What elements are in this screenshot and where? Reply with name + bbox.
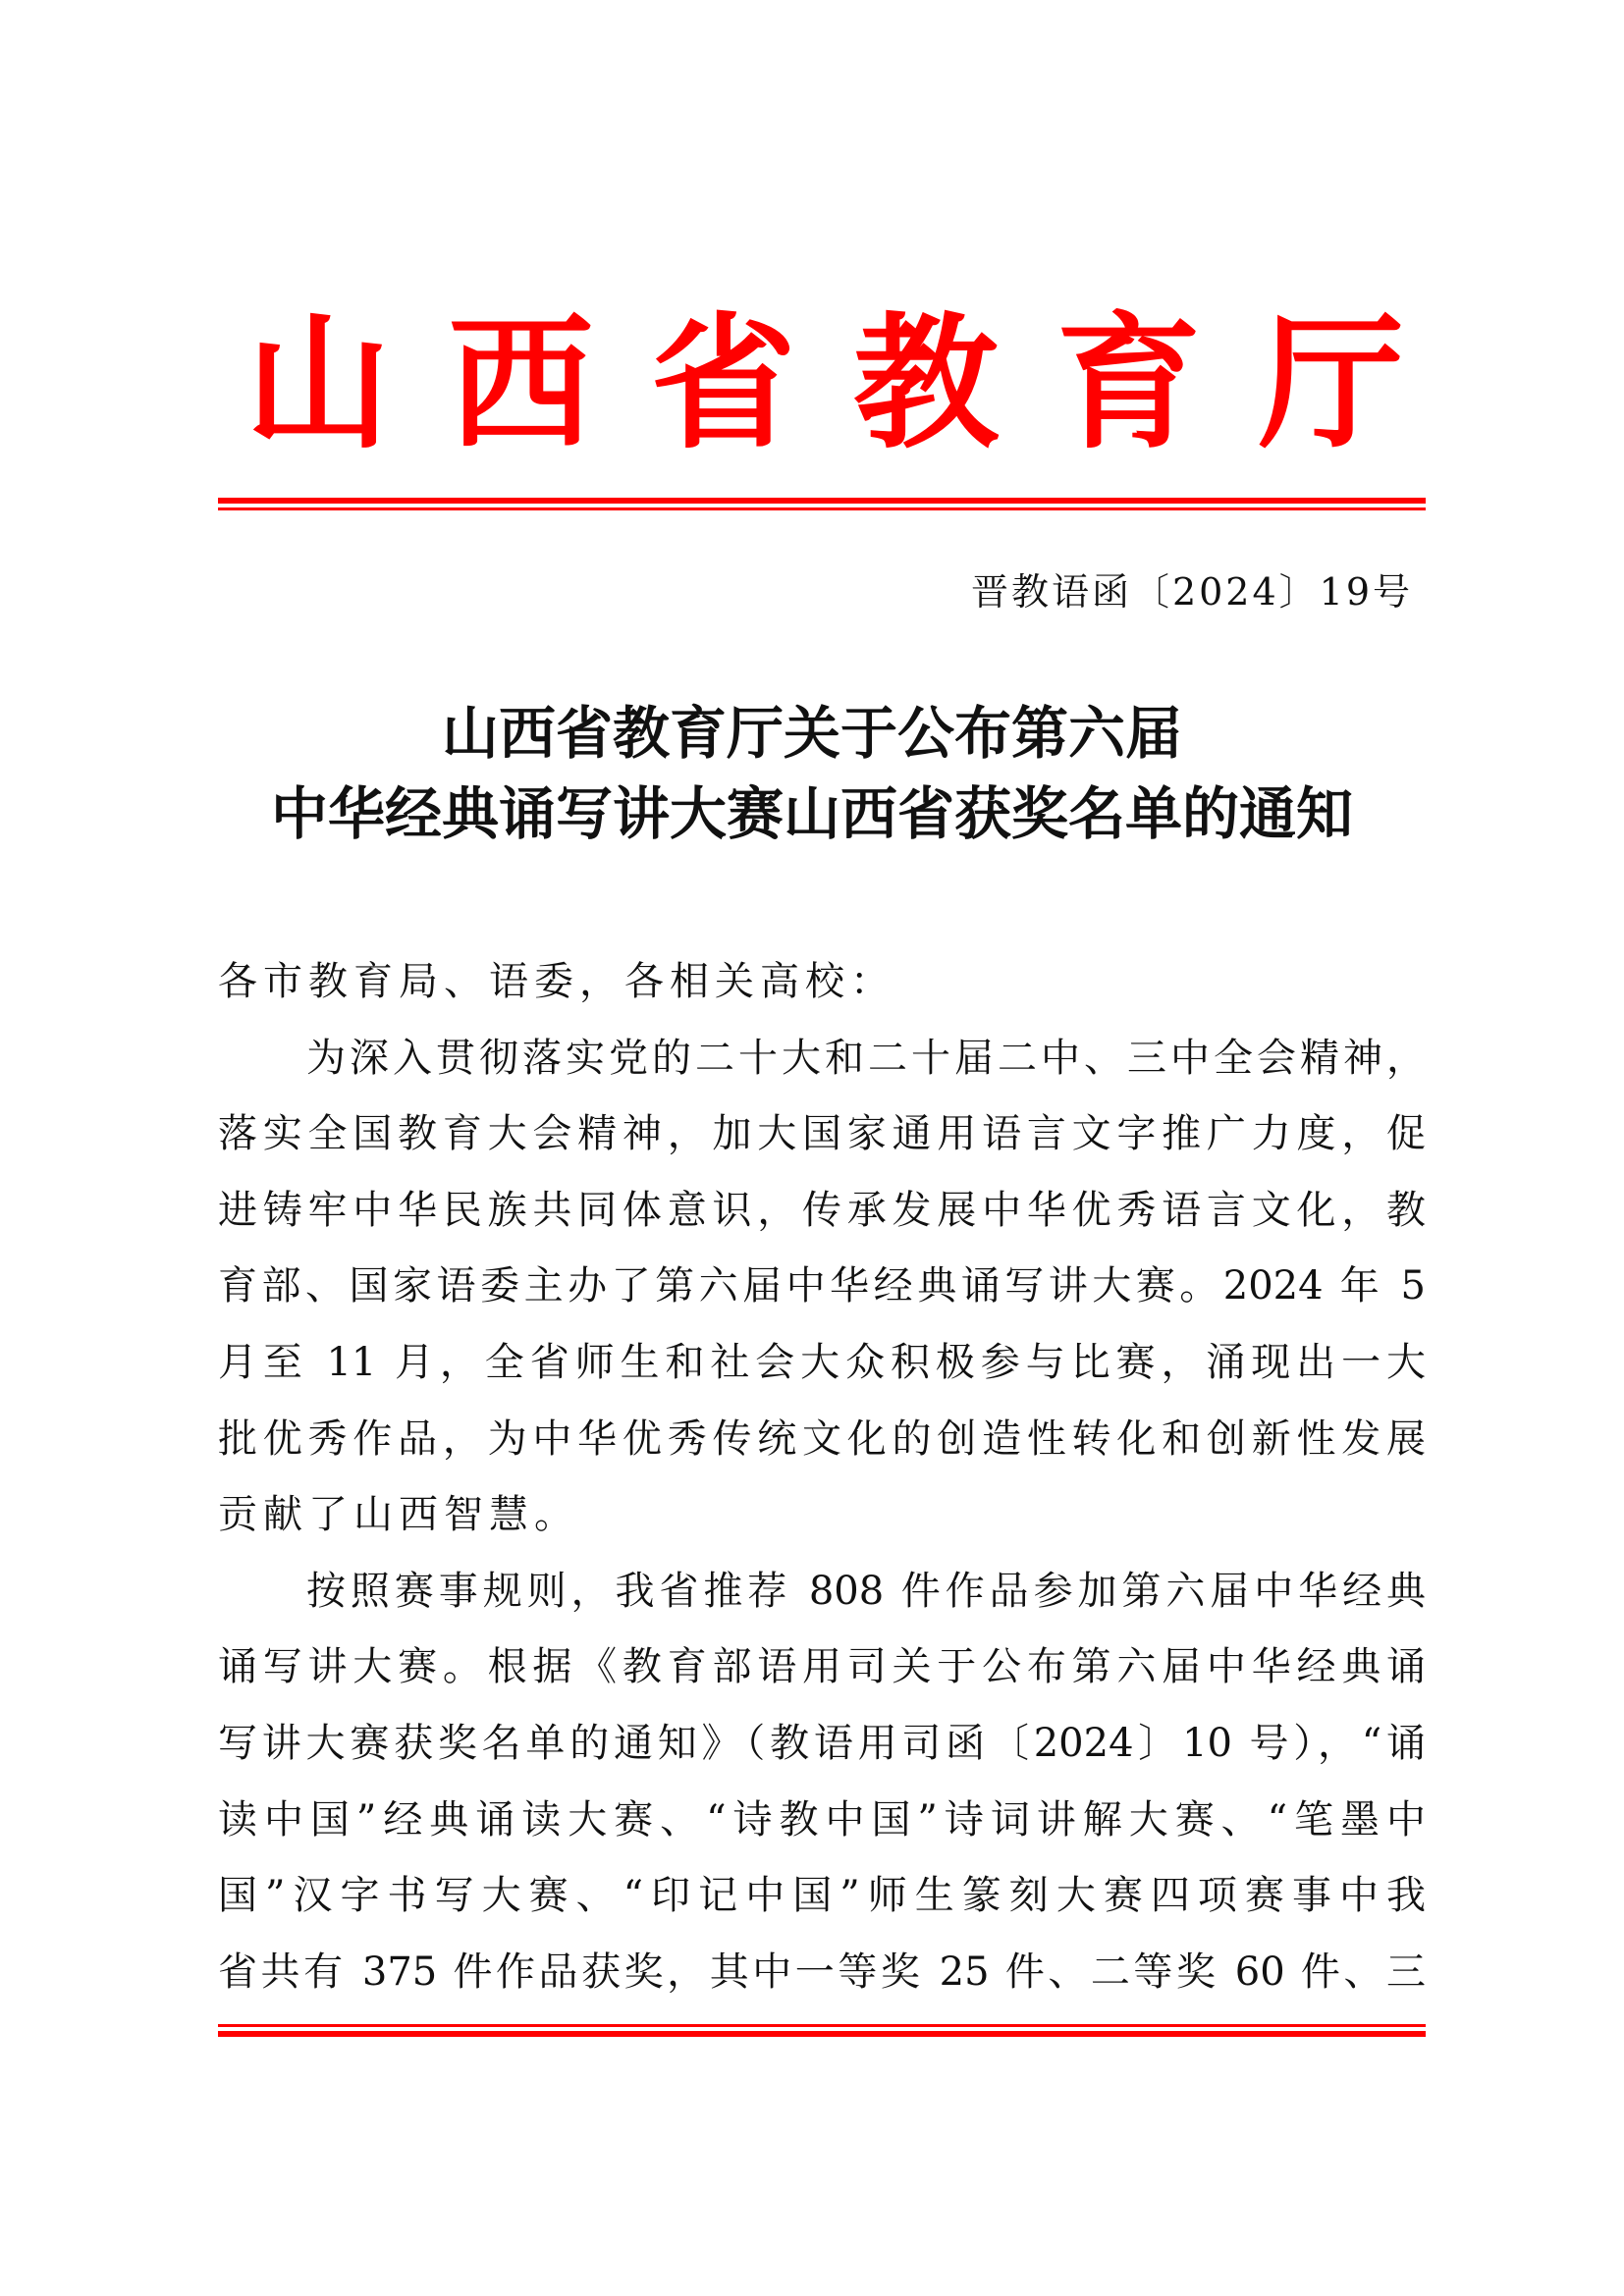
body-line: 省共有 375 件作品获奖，其中一等奖 25 件、二等奖 60 件、三: [218, 1949, 1426, 1995]
body-line: 诵写讲大赛。根据《教育部语用司关于公布第六届中华经典诵: [218, 1644, 1426, 1690]
title-line-2: 中华经典诵写讲大赛山西省获奖名单的通知: [270, 780, 1353, 847]
body-text: [218, 944, 1426, 2010]
body-line: 贡献了山西智慧。: [218, 1492, 579, 1538]
bottom-rule-thick: [218, 2031, 1426, 2037]
document-number: 晋教语函〔2024〕19号: [970, 570, 1413, 614]
body-line: 月至 11 月，全省师生和社会大众积极参与比赛，涌现出一大: [218, 1339, 1426, 1385]
masthead-issuer: [245, 294, 1404, 471]
masthead-char: 省: [650, 297, 796, 468]
body-line: 批优秀作品，为中华优秀传统文化的创造性转化和创新性发展: [218, 1415, 1426, 1462]
masthead-char: 西: [448, 297, 594, 468]
masthead-char: 山: [245, 297, 391, 468]
body-line: 国”汉字书写大赛、“印记中国”师生篆刻大赛四项赛事中我: [218, 1873, 1426, 1919]
body-line: 按照赛事规则，我省推荐 808 件作品参加第六届中华经典: [306, 1568, 1426, 1614]
body-line: 读中国”经典诵读大赛、“诗教中国”诗词讲解大赛、“笔墨中: [218, 1796, 1426, 1842]
masthead-char: 教: [853, 297, 1000, 468]
top-rule-thin: [218, 507, 1426, 510]
masthead-char: 育: [1056, 297, 1202, 468]
title-line-1: 山西省教育厅关于公布第六届: [441, 700, 1182, 767]
salutation: 各市教育局、语委，各相关高校：: [218, 959, 895, 1004]
body-line: 为深入贯彻落实党的二十大和二十届二中、三中全会精神，: [306, 1035, 1426, 1081]
masthead-char: 厅: [1258, 297, 1404, 468]
body-line: 进铸牢中华民族共同体意识，传承发展中华优秀语言文化，教: [218, 1187, 1426, 1233]
body-line: 写讲大赛获奖名单的通知》（教语用司函〔2024〕10 号），“诵: [218, 1720, 1426, 1766]
body-line: 育部、国家语委主办了第六届中华经典诵写讲大赛。2024 年 5: [218, 1263, 1426, 1309]
bottom-rule-thin: [218, 2024, 1426, 2027]
top-rule-thick: [218, 498, 1426, 504]
body-line: 落实全国教育大会精神，加大国家通用语言文字推广力度，促: [218, 1111, 1426, 1157]
